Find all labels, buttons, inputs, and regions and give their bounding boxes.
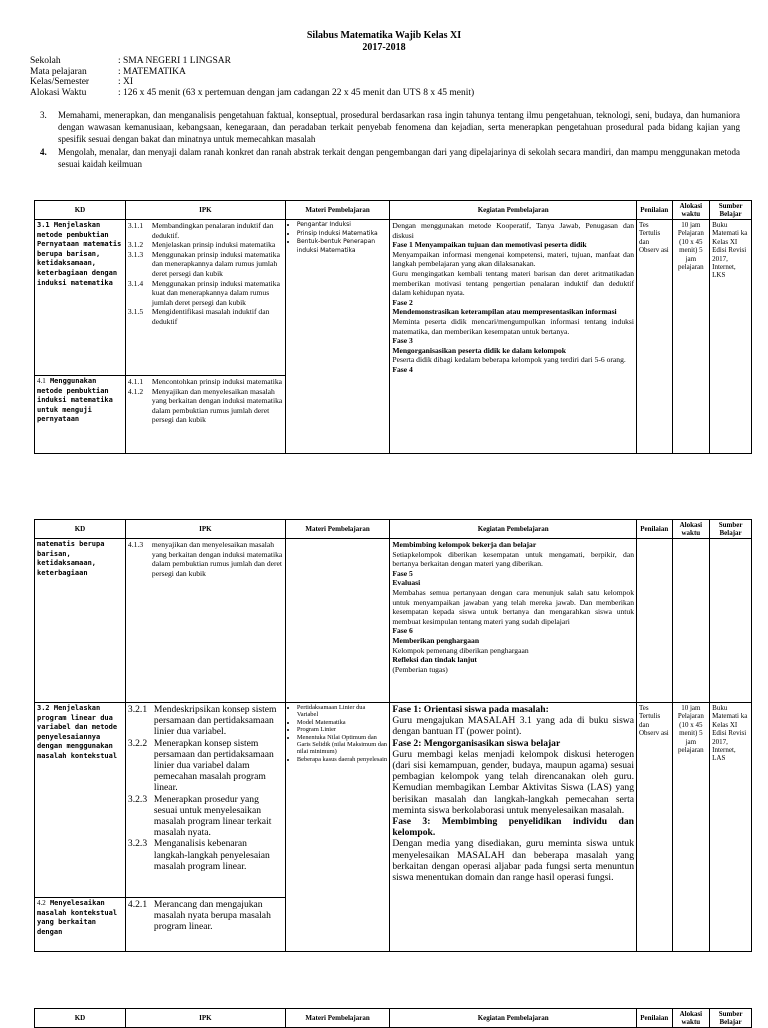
kd-cell: 4.1 Menggunakan metode pembuktian induksi matematika untuk menguji pernyataan (35, 376, 126, 454)
kegiatan-line: Menyampaikan informasi mengenai kompetensi, materi, tujuan, manfaat dan langkah pembelajaran yang akan dilaksanakan. (392, 249, 634, 269)
ipk-item: 3.2.1 Mendeskripsikan konsep sistem persamaan dan pertidaksamaan linier dua variabel. (127, 704, 277, 738)
col-kegiatan: Kegiatan Pembelajaran (390, 201, 637, 220)
ipk-item: 4.1.2 Menyajikan dan menyelesaikan masalah yang berkaitan dengan induksi matematika dalam pembuktian rumus jumlah deret persegi dan kubik (127, 386, 283, 425)
ipk-item: 4.2.1 Merancang dan mengajukan masalah nyata berupa masalah program linear. (127, 899, 271, 933)
materi-item: • Prinsip Induksi Matematika (297, 230, 388, 239)
kegiatan-line: Guru mengingatkan kembali tentang materi barisan dan deret aritmatikadan memberikan motivasi tentang pengertian penalaran induktif dan deduktif dalam kehidupan nyata. (392, 268, 634, 298)
info-row: Kelas/Semester : XI (30, 77, 134, 87)
ipk-item: 3.1.1 Membandingkan penalaran induktif dan deduktif. (127, 221, 274, 240)
ipk-item: 3.1.5 Mengidentifikasi masalah induktif dan deduktif (127, 307, 270, 326)
info-row: Mata pelajaran : MATEMATIKA (30, 66, 186, 77)
kegiatan-line: Peserta didik dibagi kedalam beberapa kelompok yang terdiri dari 5-6 orang. (392, 355, 626, 365)
col-penilaian: Penilaian (637, 1009, 673, 1028)
ipk-cell (125, 539, 285, 703)
alokasi-cell: 10 jam Pelajaran (10 x 45 menit) 5 jam pelajaran (672, 220, 710, 454)
materi-item: • Beberapa kasus daerah penyelesain (297, 756, 388, 763)
col-alokasi: Alokasi waktu (672, 1009, 710, 1028)
kegiatan-line: Fase 3: Membimbing penyelidikan individu dan kelompok. (392, 816, 634, 839)
kegiatan-line: Mengorganisasikan peserta didik ke dalam kelompok (392, 345, 566, 355)
document-title: Silabus Matematika Wajib Kelas XI (306, 30, 462, 41)
kegiatan-line: Membahas semua pertanyaan dengan cara menunjuk salah satu kelompok untuk menyampaikan jawaban yang telah mereka jawab. Dan memberikan kesempatan kepada siswa untuk bertanya dan mengarahkan siswa untuk membuat kesimpulan tentang materi yang sudah dipelajari (392, 587, 634, 626)
core-competencies (40, 109, 740, 171)
sumber-cell: Buku Matemati ka Kelas XI Edisi Revisi 2017, Internet, LKS (710, 220, 752, 454)
col-kd: KD (35, 1009, 126, 1028)
kegiatan-line: Fase 1 Menyampaikan tujuan dan memotivasi peserta didik (392, 240, 587, 250)
col-ipk: IPK (125, 1009, 285, 1028)
kegiatan-line: Evaluasi (392, 578, 421, 588)
table-header-row (35, 1009, 752, 1028)
kegiatan-line: Refleksi dan tindak lanjut (392, 655, 477, 665)
kd-cell: 3.1 Menjelaskan metode pembuktian Pernyataan matematis berupa barisan, ketidaksamaan, keterbagiaan dengan induksi matematika (35, 220, 126, 376)
col-alokasi: Alokasi waktu (672, 520, 710, 539)
document-year: 2017-2018 (362, 42, 406, 53)
info-row: Sekolah : SMA NEGERI 1 LINGSAR (30, 56, 231, 66)
col-penilaian: Penilaian (637, 201, 673, 220)
kegiatan-line: Fase 3 (392, 336, 413, 346)
kd-cell: 4.2 Menyelesaikan masalah kontekstual yang berkaitan dengan (35, 898, 126, 952)
ipk-cell (125, 703, 285, 898)
materi-item: • Pengantar Induksi (297, 221, 388, 230)
ipk-item: 3.2.2 Menerapkan konsep sistem persamaan dan pertidaksamaan linier dua variabel dalam pemecahan masalah program linear. (127, 737, 274, 794)
ipk-item: 3.1.4 Menggunakan prinsip induksi matematika kuat dan menerapkannya dalam rumus jumlah deret persegi dan kubik (127, 278, 280, 307)
table-header-row (35, 520, 752, 539)
col-sumber: Sumber Belajar (710, 201, 752, 220)
materi-item: • Pertidaksamaan Linier dua Variabel (297, 704, 388, 719)
ipk-item: 3.2.3 Menganalisis kebenaran langkah-langkah penyelesaian masalah program linear. (127, 838, 270, 872)
ipk-item: 4.1.3 menyajikan dan menyelesaikan masalah yang berkaitan dengan induksi matematika dalam pembuktian rumus jumlah dan deret persegi dan kubik (127, 540, 283, 578)
info-row: Alokasi Waktu : 126 x 45 menit (63 x pertemuan dengan jam cadangan 22 x 45 menit dan UTS 8 x 45 menit) (30, 87, 475, 98)
materi-cell (285, 220, 390, 454)
materi-cell (285, 539, 390, 703)
col-ipk: IPK (125, 201, 285, 220)
competency-3: 3. Memahami, menerapkan, dan menganalisis pengetahuan faktual, konseptual, prosedural berdasarkan rasa ingin tahunya tentang ilmu pengetahuan, teknologi, seni, budaya, dan humaniora dengan wawasan kemanusiaan, kebangsaan, kenegaraan, dan peradaban terkait penyebab fenomena dan kejadian, serta menerapkan pengetahuan prosedural pada bidang kajian yang spesifik sesuai dengan bakat dan minatnya untuk memecahkan masalah (40, 110, 740, 144)
alokasi-cell: 10 jam Pelajaran (10 x 45 menit) 5 jam pelajaran (672, 703, 710, 952)
penilaian-cell: Tes Tertulis dan Observ asi (637, 703, 673, 952)
kegiatan-line: Dengan media yang disediakan, guru meminta siswa untuk menyelesaikan MASALAH dan beberapa masalah yang berkaitan dengan operasi aljabar pada fungsi serta menuntun siswa menentukan domain dan range hasil operasi fungsi. (392, 838, 634, 884)
kegiatan-line: Fase 2: Mengorganisasikan siswa belajar (392, 737, 561, 749)
ipk-cell (125, 898, 285, 952)
ipk-cell (125, 220, 285, 376)
col-materi: Materi Pembelajaran (285, 201, 390, 220)
ipk-cell (125, 376, 285, 454)
materi-list (288, 704, 388, 763)
kegiatan-line: Guru mengajukan MASALAH 3.1 yang ada di buku siswa dengan bantuan IT (power point). (392, 715, 634, 738)
ipk-item: 3.2.3 Menerapkan prosedur yang sesuai untuk menyelesaikan masalah program linear terkait masalah nyata. (127, 793, 272, 839)
kegiatan-line: Fase 5 (392, 568, 413, 578)
kegiatan-cell (390, 539, 637, 703)
materi-cell (285, 703, 390, 952)
materi-item: • Bentuk-bentuk Penerapan induksi Matematika (297, 238, 388, 255)
syllabus-table-2 (34, 519, 752, 952)
kegiatan-line: Guru membagi kelas menjadi kelompok diskusi heterogen (dari sisi kemampuan, gender, budaya, maupun agama) sesuai pembagian kelompok yang telah direncanakan oleh guru. Kemudian membagikan Lembar Aktivitas Siswa (LAS) yang berisikan masalah dan langkah-langkah pemecahan serta meminta siswa berkolaborasi untuk menyelesaikan masalah. (392, 748, 634, 816)
kegiatan-line: Membimbing kelompok bekerja dan belajar (392, 540, 537, 549)
penilaian-cell (637, 539, 673, 703)
syllabus-table-3 (34, 1008, 752, 1028)
sumber-cell: Buku Matemati ka Kelas XI Edisi Revisi 2017, Internet, LAS (710, 703, 752, 952)
kegiatan-line: Setiapkelompok diberikan kesempatan untuk mengamati, berpikir, dan bertanya berkaitan dengan materi yang diberikan. (392, 549, 634, 569)
kegiatan-line: Mendemonstrasikan keterampilan atau mempresentasikan informasi (392, 307, 617, 317)
ipk-item: 3.1.3 Menggunakan prinsip induksi matematika dan menerapkannya dalam rumus jumlah deret persegi dan kubik (127, 249, 280, 278)
col-penilaian: Penilaian (637, 520, 673, 539)
materi-item: • Menentuka Nilai Optimum dan Garis Selidik (nilai Maksimum dan nilai minimum) (297, 734, 388, 756)
kd-cell: 3.2 Menjelaskan program linear dua variabel dan metode penyelesaiannya dengan menggunakan masalah kontekstual (35, 703, 126, 898)
col-kegiatan: Kegiatan Pembelajaran (390, 1009, 637, 1028)
col-sumber: Sumber Belajar (710, 1009, 752, 1028)
ipk-item: 4.1.1 Mencontohkan prinsip induksi matematika (127, 377, 283, 386)
col-alokasi: Alokasi waktu (672, 201, 710, 220)
alokasi-cell (672, 539, 710, 703)
ipk-item: 3.1.2 Menjelaskan prinsip induksi matematika (127, 240, 276, 250)
materi-item: • Program Linier (297, 726, 388, 733)
kegiatan-line: Kelompok pemenang diberikan penghargaan (392, 645, 529, 655)
kegiatan-line: Memberikan penghargaan (392, 635, 480, 645)
col-kegiatan: Kegiatan Pembelajaran (390, 520, 637, 539)
competency-4: 4. Mengolah, menalar, dan menyaji dalam ranah konkret dan ranah abstrak terkait dengan pengembangan dari yang dipelajarinya di sekolah secara mandiri, dan mampu menggunakan metoda sesuai kaidah keilmuan (40, 147, 740, 169)
kegiatan-line: Fase 2 (392, 297, 413, 307)
penilaian-cell: Tes Tertulis dan Observ asi (637, 220, 673, 454)
col-kd: KD (35, 201, 126, 220)
materi-item: • Model Matematika (297, 719, 388, 726)
col-materi: Materi Pembelajaran (285, 520, 390, 539)
table-row (35, 539, 752, 703)
kegiatan-line: Fase 1: Orientasi siswa pada masalah: (392, 704, 549, 715)
col-ipk: IPK (125, 520, 285, 539)
kd-cell: matematis berupa barisan, ketidaksamaan, keterbagiaan (35, 539, 126, 703)
table-row (35, 703, 752, 898)
kegiatan-cell (390, 703, 637, 952)
kegiatan-line: Meminta peserta didik mencari/mengumpulkan informasi tentang induksi matematika, dan memberikan kesempatan untuk bertanya. (392, 316, 634, 336)
table-row (35, 220, 752, 376)
identity-block (30, 56, 474, 98)
kegiatan-line: Dengan menggunakan metode Kooperatif, Tanya Jawab, Penugasan dan diskusi (392, 221, 634, 240)
kegiatan-cell (390, 220, 637, 454)
kegiatan-line: Fase 4 (392, 364, 413, 374)
kegiatan-line: (Pemberian tugas) (392, 664, 448, 674)
sumber-cell (710, 539, 752, 703)
syllabus-table-1 (34, 200, 752, 454)
col-kd: KD (35, 520, 126, 539)
kegiatan-line: Fase 6 (392, 626, 413, 636)
materi-list (288, 221, 388, 255)
col-materi: Materi Pembelajaran (285, 1009, 390, 1028)
table-header-row (35, 201, 752, 220)
col-sumber: Sumber Belajar (710, 520, 752, 539)
